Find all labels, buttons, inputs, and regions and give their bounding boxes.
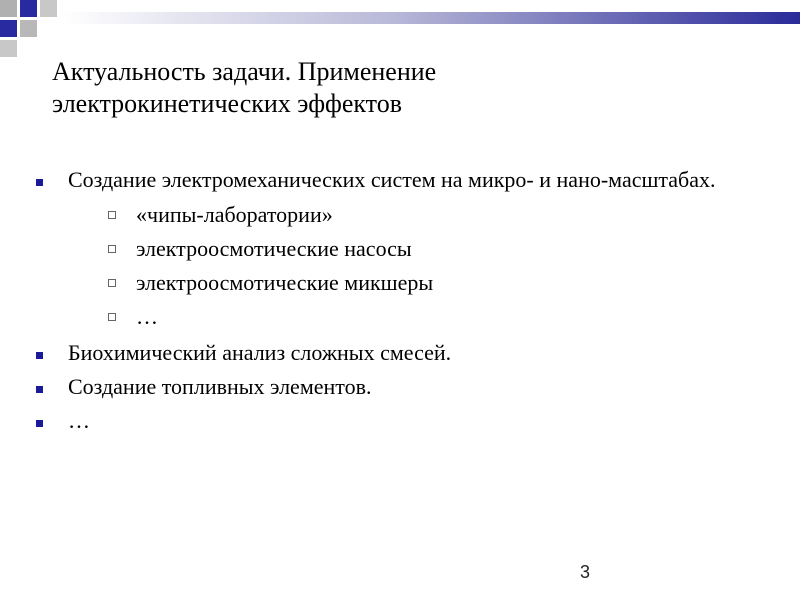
bullet-item	[32, 165, 762, 332]
bullet-item	[32, 372, 762, 401]
slide-title-line-2: электрокинетических эффектов	[52, 89, 402, 118]
hollow-square-bullet-icon	[108, 279, 116, 287]
deco-square-blue-2	[0, 20, 17, 37]
deco-square-blue-1	[20, 0, 37, 17]
square-bullet-icon	[36, 420, 43, 427]
sub-list	[68, 200, 762, 332]
square-bullet-icon	[36, 352, 43, 359]
sub-bullet-item	[68, 200, 762, 230]
square-bullet-icon	[36, 386, 43, 393]
sub-bullet-text: …	[136, 304, 158, 329]
sub-bullet-text: электроосмотические насосы	[136, 236, 412, 261]
sub-bullet-text: «чипы-лаборатории»	[136, 202, 333, 227]
header-decoration	[0, 0, 800, 60]
deco-square-gray-4	[0, 40, 17, 57]
bullet-item	[32, 406, 762, 435]
deco-square-gray-2	[40, 0, 57, 17]
hollow-square-bullet-icon	[108, 211, 116, 219]
header-gradient-bar	[62, 12, 800, 24]
sub-bullet-text: электроосмотические микшеры	[136, 270, 434, 295]
slide-content	[32, 165, 762, 435]
deco-square-gray-1	[0, 0, 17, 17]
bullet-item	[32, 338, 762, 367]
bullet-text: …	[68, 408, 90, 433]
sub-bullet-item	[68, 268, 762, 298]
bullet-text: Биохимический анализ сложных смесей.	[68, 340, 452, 365]
slide-title	[52, 56, 752, 120]
sub-bullet-item	[68, 302, 762, 332]
hollow-square-bullet-icon	[108, 245, 116, 253]
bullet-text: Создание электромеханических систем на микро- и нано-масштабах.	[68, 167, 716, 192]
sub-bullet-item	[68, 234, 762, 264]
bullet-text: Создание топливных элементов.	[68, 374, 372, 399]
deco-square-gray-3	[20, 20, 37, 37]
slide-title-line-1: Актуальность задачи. Применение	[52, 57, 437, 86]
square-bullet-icon	[36, 179, 43, 186]
hollow-square-bullet-icon	[108, 313, 116, 321]
page-number: 3	[579, 562, 590, 582]
